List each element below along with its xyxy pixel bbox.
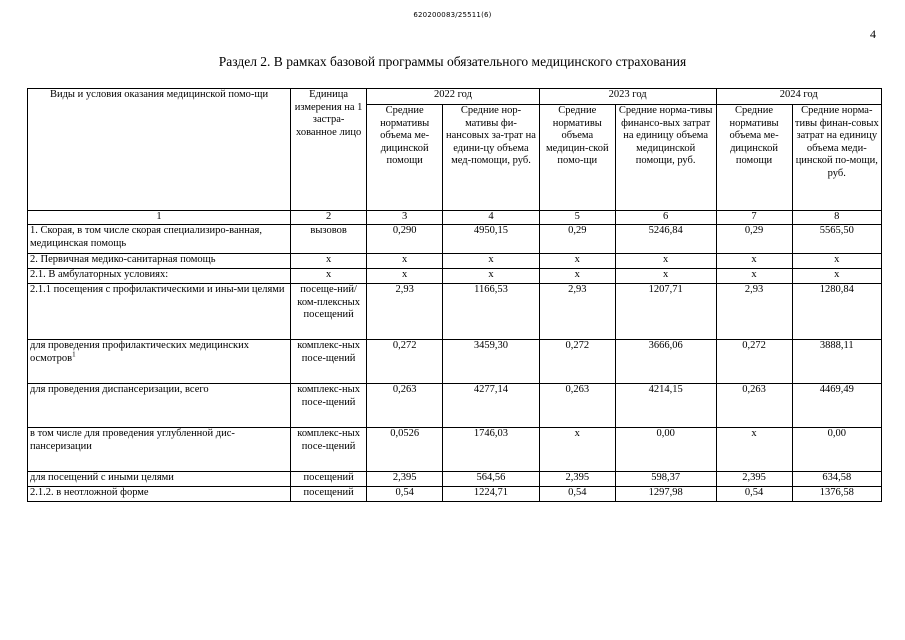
cell-value: 0,263: [716, 384, 792, 428]
cell-value: х: [615, 254, 716, 269]
cell-value: 0,272: [367, 340, 443, 384]
cell-value: 0,54: [367, 487, 443, 502]
cell-value: 0,29: [716, 225, 792, 254]
row-name: в том числе для проведения углубленной дис-пансеризации: [28, 428, 291, 472]
cell-value: 1280,84: [792, 284, 881, 340]
cell-value: 0,54: [716, 487, 792, 502]
cell-value: 0,0526: [367, 428, 443, 472]
column-number: 1: [28, 211, 291, 225]
cell-value: 0,263: [539, 384, 615, 428]
cell-value: 2,395: [367, 472, 443, 487]
cell-value: х: [443, 269, 540, 284]
table-row: [28, 269, 882, 284]
table-row: [28, 384, 882, 428]
header-year-2022: 2022 год: [367, 89, 540, 105]
header-sub-4: Средние норма-тивы финансо-вых затрат на единицу объема медицинской помощи, руб.: [615, 105, 716, 211]
cell-value: 0,272: [716, 340, 792, 384]
row-name: 2.1.2. в неотложной форме: [28, 487, 291, 502]
header-year-2023: 2023 год: [539, 89, 716, 105]
column-numbers-row: [28, 211, 882, 225]
header-sub-3: Средние нормативы объема медицин-ской помо-щи: [539, 105, 615, 211]
cell-value: 0,263: [367, 384, 443, 428]
cell-value: 5565,50: [792, 225, 881, 254]
section-title: Раздел 2. В рамках базовой программы обязательного медицинского страхования: [218, 54, 687, 69]
cell-value: 0,54: [539, 487, 615, 502]
table-row: [28, 340, 882, 384]
column-number: 6: [615, 211, 716, 225]
row-unit: посеще-ний/ком-плексных посещений: [291, 284, 367, 340]
row-name: 1. Скорая, в том числе скорая специализиро-ванная, медицинская помощь: [28, 225, 291, 254]
row-name: для проведения диспансеризации, всего: [28, 384, 291, 428]
row-unit: комплекс-ных посе-щений: [291, 428, 367, 472]
cell-value: 3666,06: [615, 340, 716, 384]
cell-value: х: [615, 269, 716, 284]
header-sub-6: Средние норма-тивы финан-совых затрат на единицу объема меди-цинской по-мощи, руб.: [792, 105, 881, 211]
table-row: [28, 284, 882, 340]
row-unit: х: [291, 269, 367, 284]
cell-value: 4214,15: [615, 384, 716, 428]
cell-value: 1207,71: [615, 284, 716, 340]
column-number: 2: [291, 211, 367, 225]
cell-value: х: [792, 254, 881, 269]
row-name: для проведения профилактических медицинских осмотров: [30, 340, 249, 364]
row-unit: комплекс-ных посе-щений: [291, 340, 367, 384]
cell-value: 1376,58: [792, 487, 881, 502]
table-row: [28, 487, 882, 502]
cell-value: 4469,49: [792, 384, 881, 428]
cell-value: 0,290: [367, 225, 443, 254]
cell-value: 5246,84: [615, 225, 716, 254]
footnote-marker: 1: [72, 350, 76, 359]
cell-value: х: [443, 254, 540, 269]
cell-value: 2,93: [539, 284, 615, 340]
cell-value: 1166,53: [443, 284, 540, 340]
row-unit: комплекс-ных посе-щений: [291, 384, 367, 428]
cell-value: 0,272: [539, 340, 615, 384]
cell-value: 1224,71: [443, 487, 540, 502]
cell-value: 1297,98: [615, 487, 716, 502]
header-kind: Виды и условия оказания медицинской помо-щи: [28, 89, 291, 211]
cell-value: 0,00: [792, 428, 881, 472]
norms-table: [27, 88, 882, 502]
column-number: 4: [443, 211, 540, 225]
cell-value: х: [792, 269, 881, 284]
row-unit: посещений: [291, 472, 367, 487]
row-unit: вызовов: [291, 225, 367, 254]
row-unit: х: [291, 254, 367, 269]
cell-value: 0,00: [615, 428, 716, 472]
cell-value: 0,29: [539, 225, 615, 254]
row-name: 2. Первичная медико-санитарная помощь: [28, 254, 291, 269]
cell-value: х: [539, 254, 615, 269]
table-row: [28, 472, 882, 487]
cell-value: 4277,14: [443, 384, 540, 428]
cell-value: 2,93: [716, 284, 792, 340]
table-row: [28, 225, 882, 254]
cell-value: х: [539, 428, 615, 472]
cell-value: 2,395: [539, 472, 615, 487]
header-sub-5: Средние нормативы объема ме-дицинской помощи: [716, 105, 792, 211]
cell-value: х: [716, 428, 792, 472]
row-name: для посещений с иными целями: [28, 472, 291, 487]
row-name: 2.1.1 посещения с профилактическими и ины-ми целями: [28, 284, 291, 340]
document-id: 620200083/25511(6): [413, 11, 492, 19]
cell-value: х: [716, 254, 792, 269]
cell-value: х: [539, 269, 615, 284]
page-number: 4: [870, 27, 876, 41]
cell-value: 3888,11: [792, 340, 881, 384]
cell-value: 4950,15: [443, 225, 540, 254]
cell-value: 1746,03: [443, 428, 540, 472]
cell-value: х: [367, 269, 443, 284]
cell-value: 598,37: [615, 472, 716, 487]
table-row: [28, 428, 882, 472]
header-sub-2: Средние нор-мативы фи-нансовых за-трат на едини-цу объема мед-помощи, руб.: [443, 105, 540, 211]
column-number: 3: [367, 211, 443, 225]
header-year-2024: 2024 год: [716, 89, 881, 105]
cell-value: 634,58: [792, 472, 881, 487]
header-unit: Единица измерения на 1 застра-хованное лицо: [291, 89, 367, 211]
row-unit: посещений: [291, 487, 367, 502]
cell-value: х: [367, 254, 443, 269]
table-row: [28, 254, 882, 269]
row-name: 2.1. В амбулаторных условиях:: [28, 269, 291, 284]
column-number: 8: [792, 211, 881, 225]
column-number: 7: [716, 211, 792, 225]
row-name-cell: [28, 340, 291, 384]
cell-value: х: [716, 269, 792, 284]
header-sub-1: Средние нормативы объема ме-дицинской помощи: [367, 105, 443, 211]
column-number: 5: [539, 211, 615, 225]
cell-value: 564,56: [443, 472, 540, 487]
cell-value: 2,395: [716, 472, 792, 487]
cell-value: 3459,30: [443, 340, 540, 384]
cell-value: 2,93: [367, 284, 443, 340]
